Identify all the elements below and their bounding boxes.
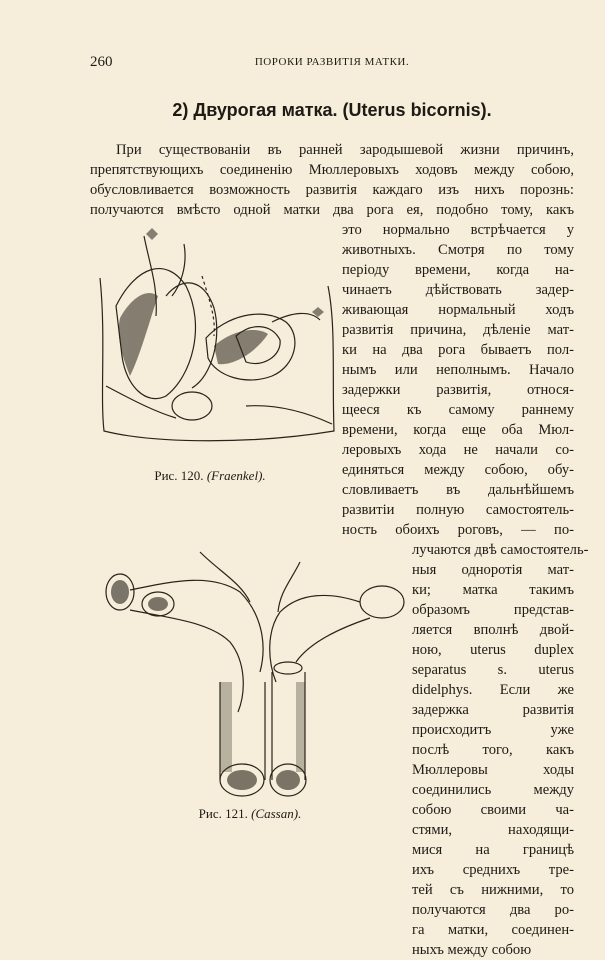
- column-line: ною, uterus duplex: [412, 642, 574, 658]
- column-line: единяться между собою, обу-: [342, 462, 574, 478]
- figure-121-caption: [150, 806, 350, 822]
- column-line: щееся къ самому раннему: [342, 402, 574, 418]
- column-line: ки на два рога бываетъ пол-: [342, 342, 574, 358]
- column-line: чинаетъ дѣйствовать задер-: [342, 282, 574, 298]
- column-line: нымъ или неполнымъ. Начало: [342, 362, 574, 378]
- caption-label: Рис. 120.: [154, 468, 204, 483]
- column-line: га матки, соединен-: [412, 922, 574, 938]
- column-line: separatus s. uterus: [412, 662, 574, 678]
- figure-121-illustration: [100, 532, 410, 802]
- page-header: [90, 54, 574, 74]
- figure-120-illustration: [96, 226, 340, 452]
- column-line: задержки развитія, относя-: [342, 382, 574, 398]
- paragraph-line: обусловливается возможность развитія каждаго изъ нихъ порознь:: [90, 182, 574, 198]
- column-line: происходитъ уже: [412, 722, 574, 738]
- paragraph-line: препятствующихъ соединенію Мюллеровыхъ ходовъ между собою,: [90, 162, 574, 178]
- column-line: ляется вполнѣ двой-: [412, 622, 574, 638]
- caption-author: (Fraenkel).: [206, 468, 266, 483]
- page-number: 260: [90, 54, 113, 70]
- column-line: ныхъ между собою: [412, 942, 532, 958]
- column-line: стями, находящи-: [412, 822, 574, 838]
- column-line: didelphys. Если же: [412, 682, 574, 698]
- column-line: времени, когда еще оба Мюл-: [342, 422, 574, 438]
- column-line: тей съ нижними, то: [412, 882, 574, 898]
- running-head: ПОРОКИ РАЗВИТІЯ МАТКИ.: [254, 56, 410, 68]
- column-line: развитіи полную самостоятель-: [342, 502, 574, 518]
- caption-author: (Cassan).: [251, 806, 302, 821]
- caption-label: Рис. 121.: [198, 806, 248, 821]
- column-line: Мюллеровы ходы: [412, 762, 574, 778]
- column-line: соединились между: [412, 782, 574, 798]
- figure-120-caption: [110, 468, 310, 484]
- column-line: собою своими ча-: [412, 802, 574, 818]
- paragraph-line: При существованіи въ ранней зародышевой жизни причинъ,: [116, 142, 574, 158]
- column-line: это нормально встрѣчается у: [342, 222, 574, 238]
- column-line: развитія причина, дѣленіе мат-: [342, 322, 574, 338]
- column-line: леровыхъ хода не начали со-: [342, 442, 574, 458]
- paragraph-line: получаются вмѣсто одной матки два рога ея, подобно тому, какъ: [90, 202, 574, 218]
- column-line: періоду времени, когда на-: [342, 262, 574, 278]
- column-line: ность обоихъ роговъ, — по-: [342, 522, 574, 538]
- column-line: живающая нормальный ходъ: [342, 302, 574, 318]
- column-line: образомъ представ-: [412, 602, 574, 618]
- column-line: получаются два ро-: [412, 902, 574, 918]
- section-title: 2) Двурогая матка. (Uterus bicornis).: [172, 100, 492, 120]
- column-line: ныя одноротія мат-: [412, 562, 574, 578]
- column-line: ки; матка такимъ: [412, 582, 574, 598]
- column-line: лучаются двѣ самостоятель-: [412, 542, 589, 558]
- column-line: мися на границѣ: [412, 842, 574, 858]
- column-line: животныхъ. Смотря по тому: [342, 242, 574, 258]
- column-line: задержка развитія: [412, 702, 574, 718]
- column-line: ихъ среднихъ тре-: [412, 862, 574, 878]
- column-line: послѣ того, какъ: [412, 742, 574, 758]
- column-line: словливаетъ въ дальнѣйшемъ: [342, 482, 574, 498]
